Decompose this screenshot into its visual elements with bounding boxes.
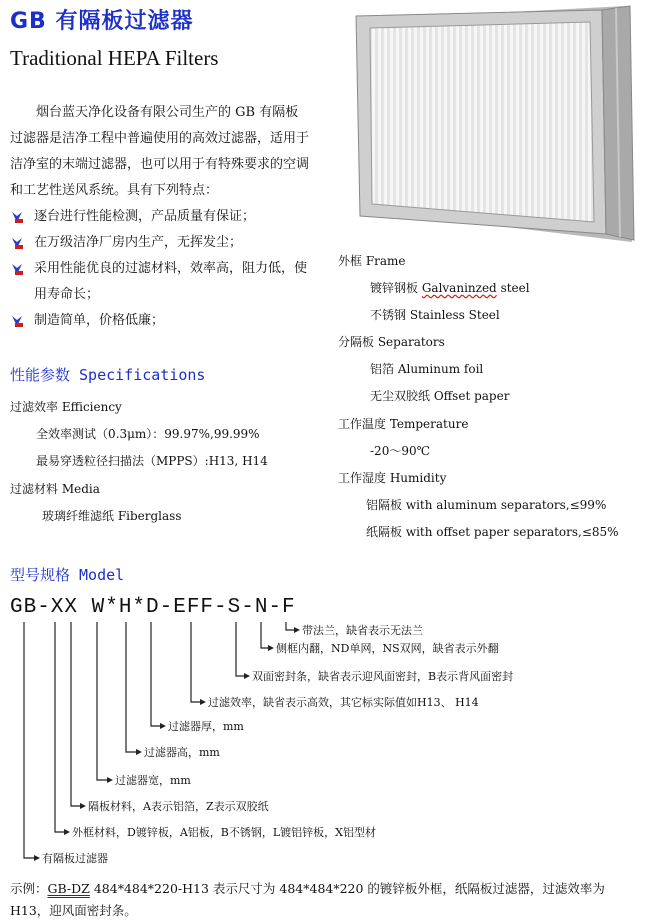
model-code: GB-XX W*H*D-EFF-S-N-F	[10, 596, 296, 619]
temperature-value: -20～90℃	[370, 444, 431, 458]
model-label-height: 过滤器高，mm	[144, 746, 220, 759]
list-item: 在万级洁净厂房内生产，无挥发尘；	[10, 230, 310, 256]
separator-paper: 无尘双胶纸 Offset paper	[370, 389, 510, 403]
spec-media: 过滤材料 Media	[10, 482, 100, 496]
frame-stainless: 不锈钢 Stainless Steel	[370, 308, 500, 322]
model-label-type: 有隔板过滤器	[42, 852, 108, 865]
humidity-label: 工作湿度 Humidity	[338, 471, 447, 485]
model-label-depth: 过滤器厚，mm	[168, 720, 244, 733]
model-label-flange: 带法兰，缺省表示无法兰	[302, 624, 423, 637]
model-label-seal: 双面密封条，缺省表示迎风面密封，B表示背风面密封	[252, 670, 514, 683]
model-example: 示例：GB-DZ 484*484*220-H13 表示尺寸为 484*484*220 的镀锌板外框，纸隔板过滤器，过滤效率为 H13，迎风面密封条。	[10, 881, 605, 918]
separators-label: 分隔板 Separators	[338, 335, 445, 349]
temperature-label: 工作温度 Temperature	[338, 417, 469, 431]
spec-media-value: 玻璃纤维滤纸 Fiberglass	[42, 509, 182, 523]
page-subtitle: Traditional HEPA Filters	[10, 46, 219, 70]
model-label-width: 过滤器宽，mm	[115, 774, 191, 787]
page-title: GB 有隔板过滤器	[10, 9, 194, 34]
intro-paragraph: 烟台蓝天净化设备有限公司生产的 GB 有隔板过滤器是洁净工程中普遍使用的高效过滤器，适用于洁净室的末端过滤器，也可以用于有特殊要求的空调和工艺性送风系统。具有下列特点：	[10, 105, 310, 198]
spec-eff-mpps: 最易穿透粒径扫描法（MPPS）:H13, H14	[36, 454, 268, 468]
model-label-separator-material: 隔板材料，A表示铝箔，Z表示双胶纸	[88, 800, 269, 813]
spec-eff-total: 全效率测试（0.3μm）：99.97%,99.99%	[36, 427, 260, 441]
model-label-efficiency: 过滤效率，缺省表示高效，其它标实际值如H13、 H14	[208, 696, 479, 709]
frame-label: 外框 Frame	[338, 254, 406, 268]
list-item: 逐台进行性能检测，产品质量有保证；	[10, 204, 310, 230]
spec-heading: 性能参数 Specifications	[10, 366, 206, 384]
frame-galvanized: 镀锌钢板 Galvaninzed steel	[370, 281, 530, 295]
model-label-frame-material: 外框材料，D镀锌板，A铝板，B不锈钢，L镀铝锌板，X铝型材	[72, 826, 376, 839]
model-label-side-frame: 侧框内翻，ND单网，NS双网，缺省表示外翻	[276, 642, 499, 655]
list-item: 制造简单，价格低廉；	[10, 308, 310, 334]
list-item: 采用性能优良的过滤材料，效率高，阻力低，使用寿命长；	[10, 256, 310, 308]
model-heading: 型号规格 Model	[10, 566, 125, 584]
humidity-paper: 纸隔板 with offset paper separators,≤85%	[366, 525, 619, 539]
humidity-aluminum: 铝隔板 with aluminum separators,≤99%	[366, 498, 607, 512]
spec-efficiency: 过滤效率 Efficiency	[10, 400, 122, 414]
separator-aluminum: 铝箔 Aluminum foil	[370, 362, 484, 376]
